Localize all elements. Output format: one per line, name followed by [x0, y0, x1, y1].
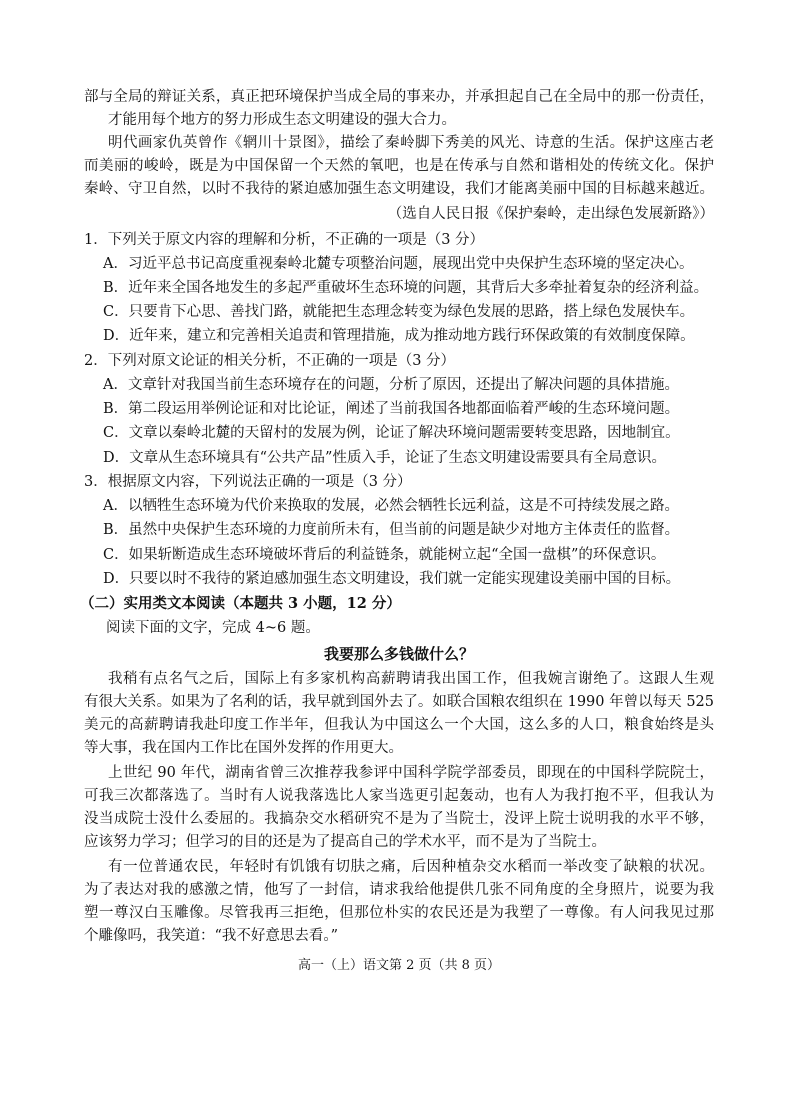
page-footer: 高一（上）语文第 2 页（共 8 页）	[297, 958, 501, 973]
question-option: B．近年来全国各地发生的多起严重破坏生态环境的问题，其背后大多牵扯着复杂的经济利益。	[103, 280, 709, 296]
passage-line: 才能用每个地方的努力形成生态文明建设的强大合力。	[108, 112, 456, 128]
question-option: D．近年来，建立和完善相关追责和管理措施，成为推动地方践行环保政策的有效制度保障。	[103, 328, 695, 344]
question-option: A．以牺牲生态环境为代价来换取的发展，必然会牺牲长远利益，这是不可持续发展之路。	[103, 498, 679, 514]
question-option: B．虽然中央保护生态环境的力度前所未有，但当前的问题是缺少对地方主体责任的监督。	[103, 522, 680, 538]
question-option: C．如果斩断造成生态环境破坏背后的利益链条，就能树立起“全国一盘棋”的环保意识。	[103, 547, 666, 563]
question-option: C．文章以秦岭北麓的天留村的发展为例，论证了解决环境问题需要转变思路，因地制宜。	[103, 425, 680, 441]
article-line: 个雕像吗，我笑道：“我不好意思去看。”	[84, 928, 339, 944]
passage-line: 明代画家仇英曾作《辋川十景图》，描绘了秦岭脚下秀美的风光、诗意的生活。保护这座古老	[108, 135, 714, 151]
article-line: 有一位普通农民，年轻时有饥饿有切肤之痛，后因种植杂交水稻而一举改变了缺粮的状况。	[108, 859, 714, 875]
question-stem: 3．根据原文内容，下列说法正确的一项是（3 分）	[84, 474, 412, 490]
question-stem: 1．下列关于原文内容的理解和分析，不正确的一项是（3 分）	[84, 232, 485, 248]
article-title: 我要那么多钱做什么？	[323, 645, 474, 663]
article-line: 可我三次都落选了。当时有人说我落选比人家当选更引起轰动，也有人为我打抱不平，但我认为	[84, 788, 714, 804]
question-option: D．文章从生态环境具有“公共产品”性质入手，论证了生态文明建设需要具有全局意识。	[103, 450, 666, 466]
article-line: 塑一尊汉白玉雕像。尽管我再三拒绝，但那位朴实的农民还是为我塑了一尊像。有人问我见过那	[84, 905, 714, 921]
section-heading: （二）实用类文本阅读（本题共 3 小题，12 分）	[80, 595, 401, 612]
question-option: A．文章针对我国当前生态环境存在的问题，分析了原因，还提出了解决问题的具体措施。	[103, 377, 679, 393]
section-instruction: 阅读下面的文字，完成 4~6 题。	[106, 620, 320, 636]
passage-line: 而美丽的峻岭，既是为中国保留一个天然的氧吧，也是在传承与自然和谐相处的传统文化。保护	[84, 158, 714, 174]
question-option: A．习近平总书记高度重视秦岭北麓专项整治问题，展现出党中央保护生态环境的坚定决心。	[103, 256, 694, 272]
passage-line: 部与全局的辩证关系，真正把环境保护当成全局的事来办，并承担起自己在全局中的那一份责任，	[84, 89, 714, 105]
article-line: 上世纪 90 年代，湖南省曾三次推荐我参评中国科学院学部委员，即现在的中国科学院院士，	[108, 765, 714, 781]
question-option: C．只要肯下心思、善找门路，就能把生态理念转变为绿色发展的思路，搭上绿色发展快车。	[103, 304, 695, 320]
question-stem: 2．下列对原文论证的相关分析，不正确的一项是（3 分）	[84, 353, 456, 369]
question-option: B．第二段运用举例论证和对比论证，阐述了当前我国各地都面临着严峻的生态环境问题。	[103, 401, 680, 417]
question-option: D．只要以时不我待的紧迫感加强生态文明建设，我们就一定能实现建设美丽中国的目标。	[103, 571, 681, 587]
article-line: 美元的高薪聘请我赴印度工作半年，但我认为中国这么一个大国，这么多的人口，粮食始终是头	[84, 717, 714, 733]
article-line: 我稍有点名气之后，国际上有多家机构高薪聘请我出国工作，但我婉言谢绝了。这跟人生观	[108, 671, 714, 687]
article-line: 等大事，我在国内工作比在国外发挥的作用更大。	[84, 740, 403, 756]
article-line: 没当成院士没什么委屈的。我搞杂交水稻研究不是为了当院士，没评上院士说明我的水平不够，	[84, 811, 714, 827]
passage-source: （选自人民日报《保护秦岭，走出绿色发展新路》）	[387, 206, 714, 222]
article-line: 应该努力学习；但学习的目的还是为了提高自己的学术水平，而不是为了当院士。	[84, 834, 606, 850]
article-line: 有很大关系。如果为了名利的话，我早就到国外去了。如联合国粮农组织在 1990 年曾以每天 525	[84, 694, 714, 710]
passage-line: 秦岭、守卫自然，以时不我待的紧迫感加强生态文明建设，我们才能离美丽中国的目标越来越近。	[84, 181, 714, 197]
article-line: 为了表达对我的感激之情，他写了一封信，请求我给他提供几张不同角度的全身照片，说要为我	[84, 882, 714, 898]
